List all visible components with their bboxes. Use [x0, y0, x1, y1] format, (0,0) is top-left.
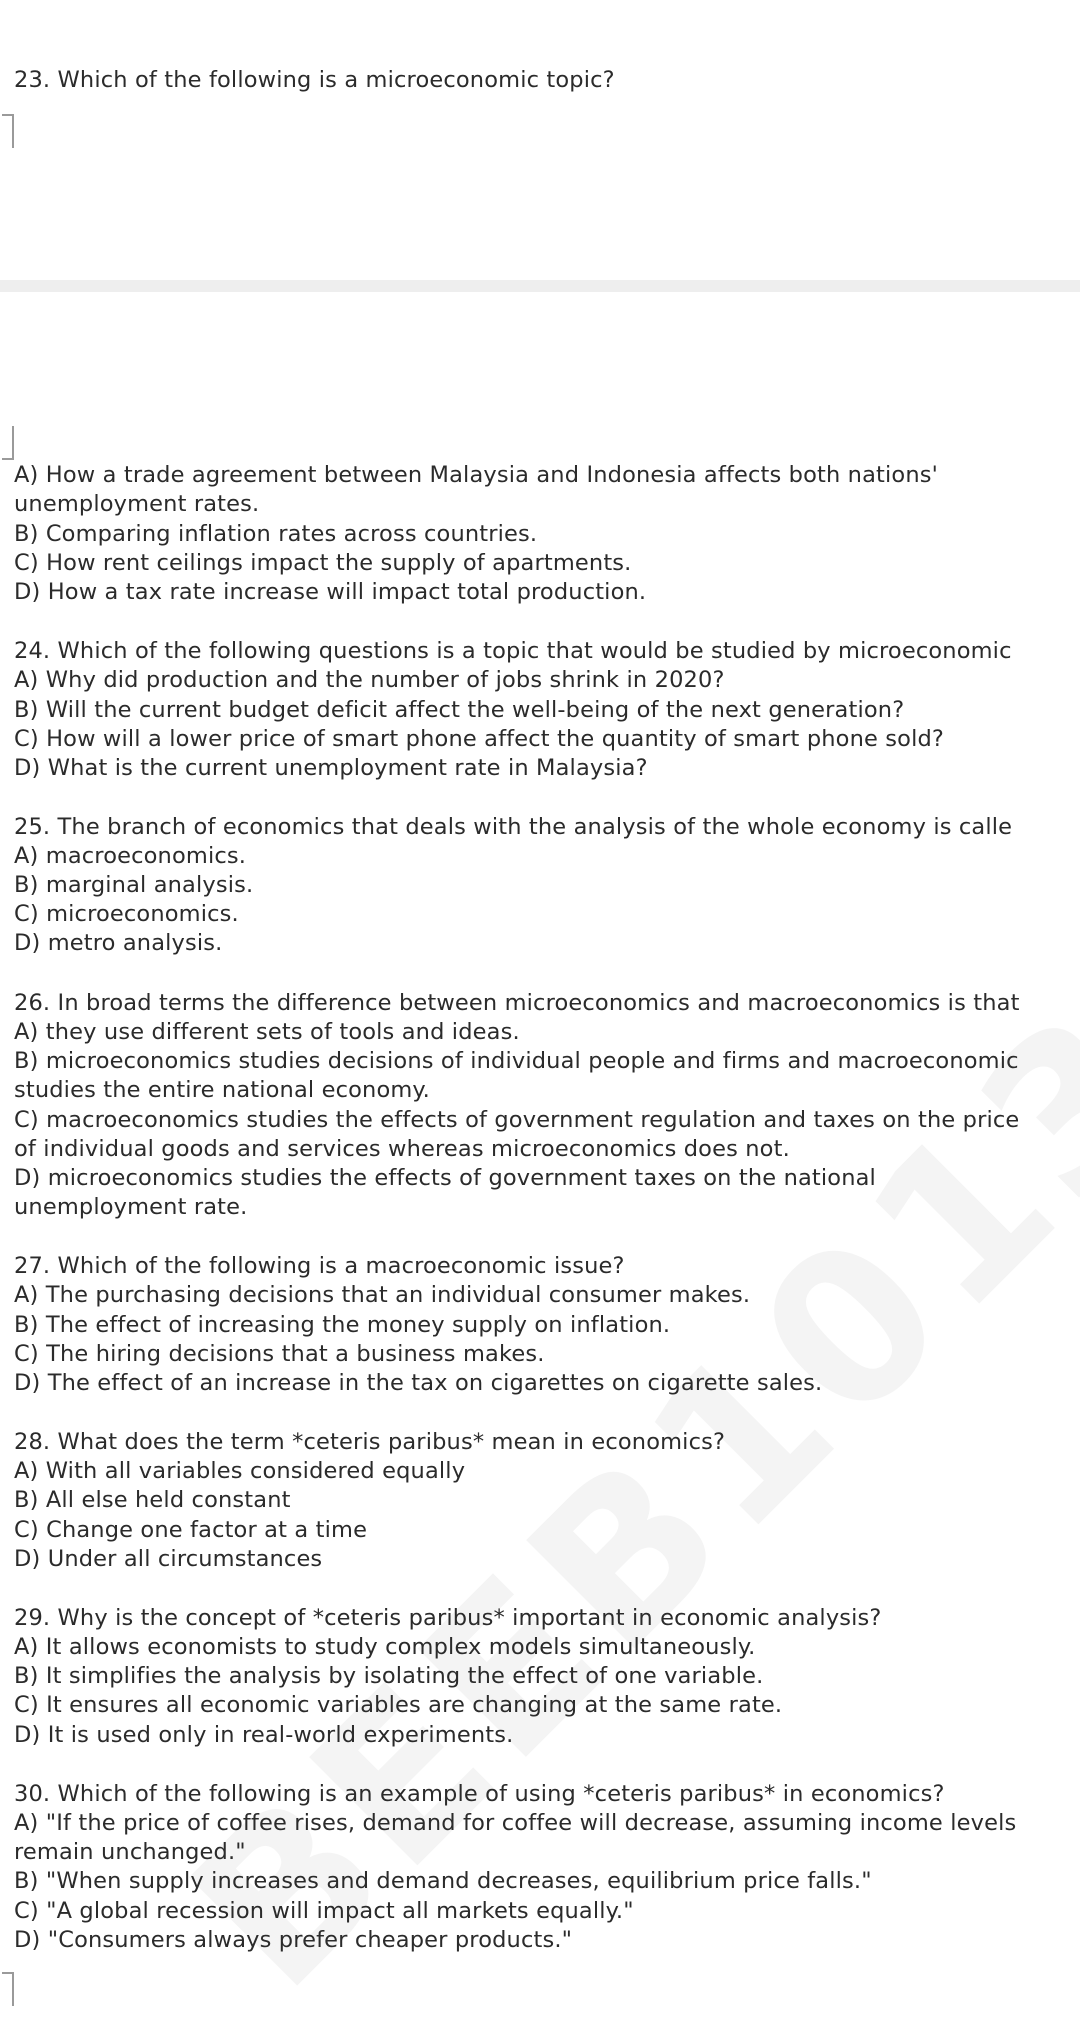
answer-option: B) Comparing inflation rates across countries. [14, 521, 538, 547]
answer-option: D) microeconomics studies the effects of government taxes on the national [14, 1165, 876, 1191]
page-corner-mark [2, 426, 14, 460]
answer-option: D) "Consumers always prefer cheaper products." [14, 1927, 573, 1953]
page-break-divider [0, 280, 1080, 292]
answer-option: C) It ensures all economic variables are changing at the same rate. [14, 1692, 783, 1718]
answer-option-continued: of individual goods and services whereas microeconomics does not. [14, 1136, 790, 1162]
answer-option: D) What is the current unemployment rate in Malaysia? [14, 755, 648, 781]
answer-option: B) marginal analysis. [14, 872, 254, 898]
answer-option: A) The purchasing decisions that an individual consumer makes. [14, 1282, 751, 1308]
answer-option: A) "If the price of coffee rises, demand for coffee will decrease, assuming income levels [14, 1810, 1017, 1836]
answer-option: B) The effect of increasing the money supply on inflation. [14, 1312, 671, 1338]
answer-option: D) metro analysis. [14, 930, 223, 956]
question-30: 30. Which of the following is an example of using *ceteris paribus* in economics? [14, 1781, 945, 1807]
question-23: 23. Which of the following is a microeconomic topic? [14, 67, 615, 93]
answer-option: A) How a trade agreement between Malaysia and Indonesia affects both nations' [14, 462, 938, 488]
answer-option: C) microeconomics. [14, 901, 239, 927]
question-25: 25. The branch of economics that deals with the analysis of the whole economy is calle [14, 814, 1013, 840]
answer-option: D) Under all circumstances [14, 1546, 323, 1572]
answer-option: C) How will a lower price of smart phone affect the quantity of smart phone sold? [14, 726, 945, 752]
answer-option: B) "When supply increases and demand decreases, equilibrium price falls." [14, 1868, 872, 1894]
answer-option: A) Why did production and the number of jobs shrink in 2020? [14, 667, 725, 693]
answer-option: B) All else held constant [14, 1487, 291, 1513]
answer-option: C) The hiring decisions that a business makes. [14, 1341, 545, 1367]
answer-option: B) It simplifies the analysis by isolating the effect of one variable. [14, 1663, 764, 1689]
question-28: 28. What does the term *ceteris paribus* mean in economics? [14, 1429, 726, 1455]
answer-option: A) It allows economists to study complex models simultaneously. [14, 1634, 756, 1660]
answer-option: C) macroeconomics studies the effects of government regulation and taxes on the price [14, 1107, 1020, 1133]
answer-option: A) they use different sets of tools and ideas. [14, 1019, 520, 1045]
answer-option: A) macroeconomics. [14, 843, 247, 869]
page-corner-mark [2, 114, 14, 148]
answer-option: D) It is used only in real-world experiments. [14, 1722, 514, 1748]
answer-option: B) Will the current budget deficit affect the well-being of the next generation? [14, 697, 905, 723]
answer-option: C) "A global recession will impact all markets equally." [14, 1898, 634, 1924]
answer-option: D) How a tax rate increase will impact total production. [14, 579, 647, 605]
question-26: 26. In broad terms the difference between microeconomics and macroeconomics is that [14, 990, 1020, 1016]
question-27: 27. Which of the following is a macroeconomic issue? [14, 1253, 625, 1279]
answer-option: C) How rent ceilings impact the supply of apartments. [14, 550, 632, 576]
answer-option: C) Change one factor at a time [14, 1517, 368, 1543]
answer-option-continued: unemployment rate. [14, 1194, 248, 1220]
answer-option-continued: unemployment rates. [14, 491, 260, 517]
answer-option-continued: studies the entire national economy. [14, 1077, 430, 1103]
page-corner-mark [2, 1972, 14, 2006]
question-29: 29. Why is the concept of *ceteris paribus* important in economic analysis? [14, 1605, 882, 1631]
answer-option: D) The effect of an increase in the tax on cigarettes on cigarette sales. [14, 1370, 823, 1396]
question-24: 24. Which of the following questions is a topic that would be studied by microeconomic [14, 638, 1012, 664]
answer-option: A) With all variables considered equally [14, 1458, 466, 1484]
answer-option-continued: remain unchanged." [14, 1839, 246, 1865]
answer-option: B) microeconomics studies decisions of individual people and firms and macroeconomic [14, 1048, 1019, 1074]
